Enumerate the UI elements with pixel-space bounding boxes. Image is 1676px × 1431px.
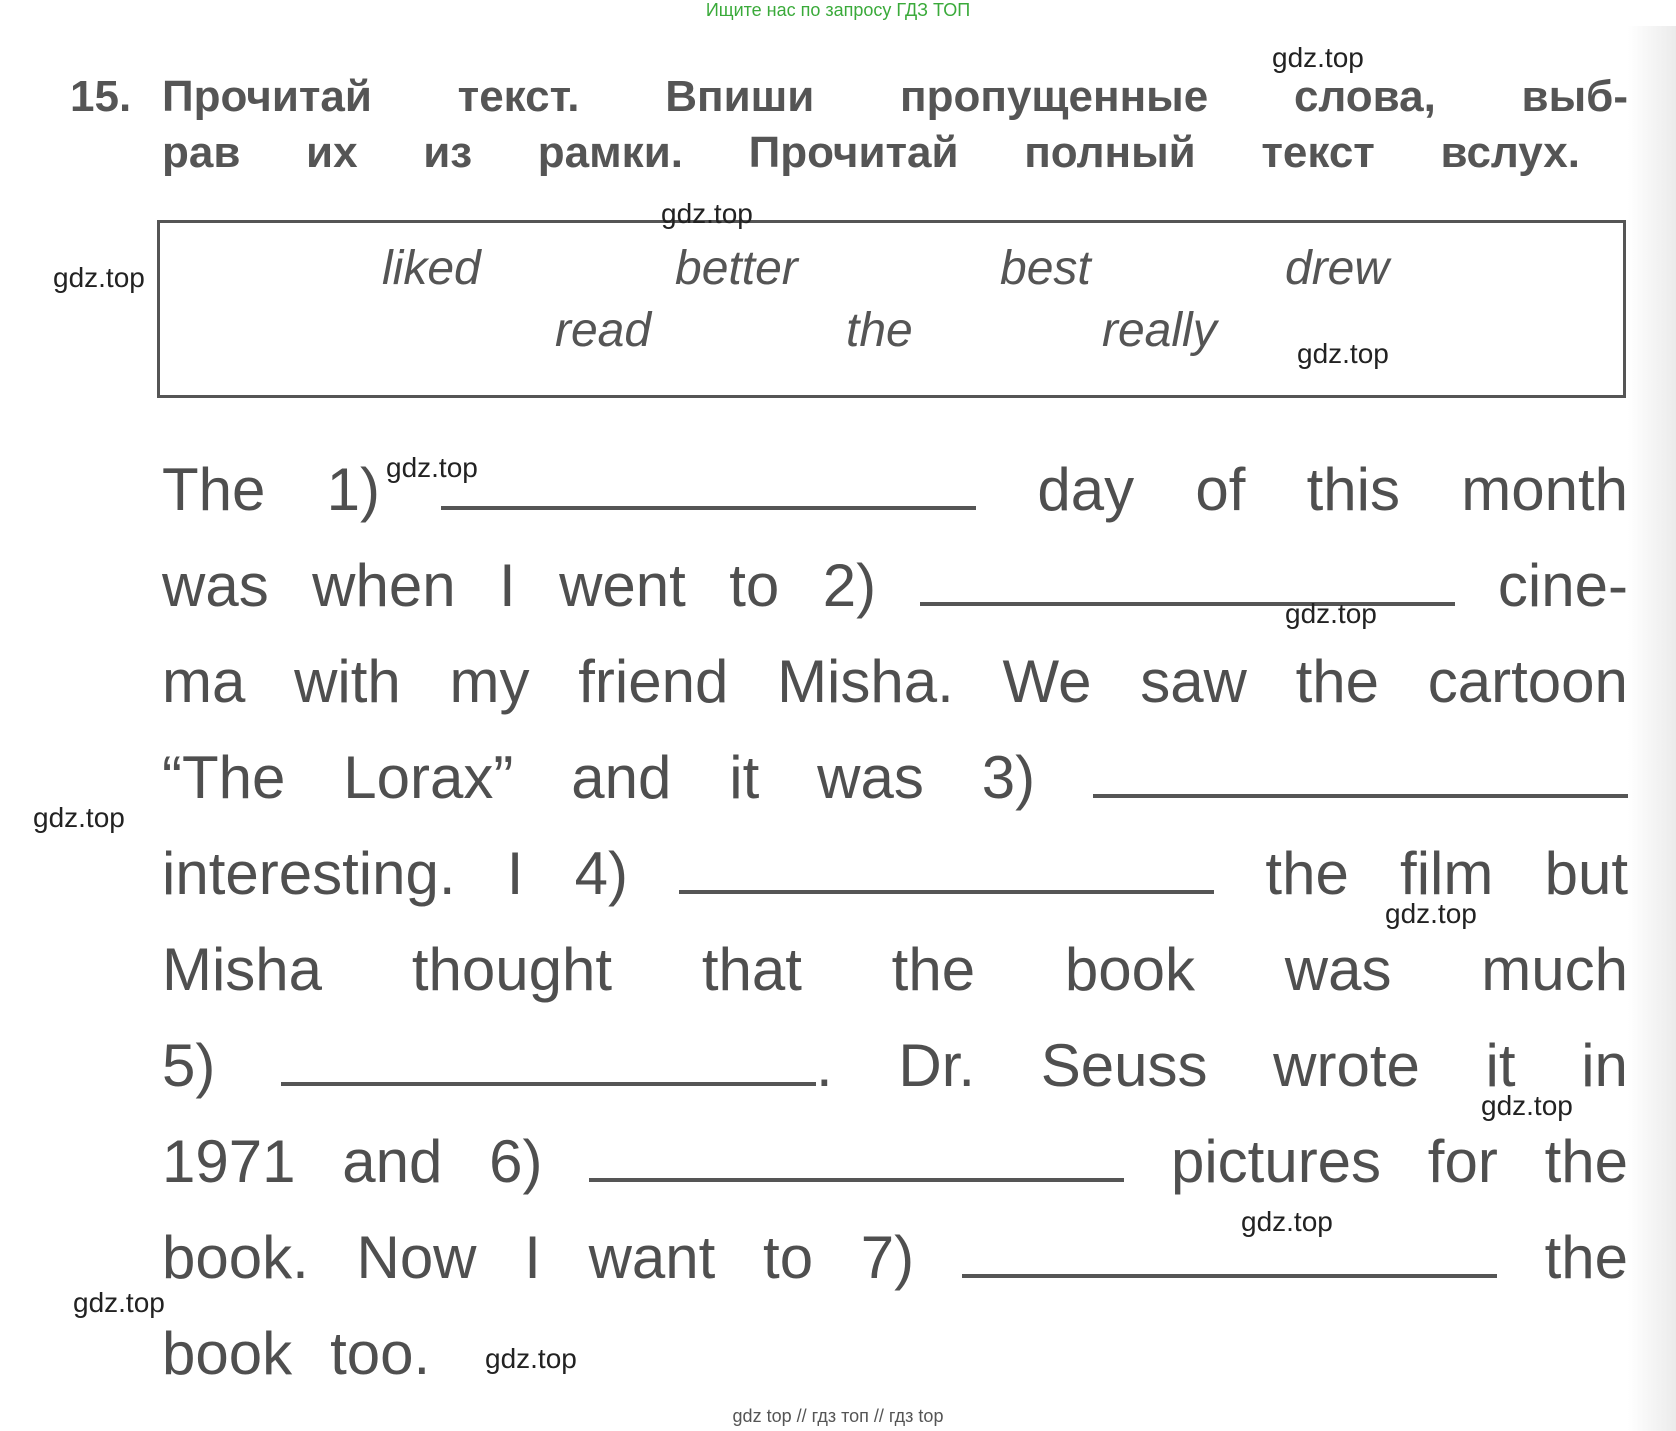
word-option-the: the: [846, 304, 913, 357]
text-word: for: [1427, 1128, 1498, 1195]
text-word: when: [312, 552, 456, 619]
text-line-10: [162, 1319, 1628, 1389]
text-line-7: [162, 1031, 1628, 1101]
search-hint: Ищите нас по запросу ГДЗ ТОП: [705, 0, 971, 20]
text-word: I: [498, 552, 516, 619]
text-line-4: [162, 743, 1628, 813]
gap-number-1: 1): [326, 456, 380, 523]
text-word: the: [1544, 1224, 1628, 1291]
gap-number-5: 5): [162, 1032, 216, 1099]
gap-number-2: 2): [822, 552, 877, 619]
text-word: film: [1400, 840, 1494, 907]
watermark: gdz.top: [485, 1343, 577, 1374]
text-word: cine-: [1497, 552, 1628, 619]
text-word: Seuss: [1040, 1032, 1208, 1099]
text-line-9: [162, 1223, 1628, 1293]
watermark: gdz.top: [1385, 898, 1477, 929]
blank-4[interactable]: [679, 890, 1214, 894]
text-word: book: [1064, 936, 1195, 1003]
text-word: went: [559, 552, 686, 619]
task-title-line-2: рав их из рамки. Прочитай полный текст вслух.: [162, 128, 1580, 177]
watermark: gdz.top: [73, 1287, 165, 1318]
text-word: the: [1544, 1128, 1628, 1195]
gap-number-6: 6): [489, 1128, 543, 1195]
text-word: 1971: [162, 1128, 296, 1195]
text-word: much: [1481, 936, 1628, 1003]
gap-number-3: 3): [981, 744, 1036, 811]
text-word: but: [1544, 840, 1628, 907]
text-line-3: [162, 647, 1628, 717]
footer-watermark: gdz top // гдз топ // гдз top: [732, 1406, 944, 1426]
watermark: gdz.top: [1241, 1206, 1333, 1237]
text-word: saw: [1140, 648, 1247, 715]
text-word: want: [588, 1224, 716, 1291]
watermark: gdz.top: [53, 262, 145, 293]
word-option-liked: liked: [382, 242, 481, 295]
gap-number-7: 7): [860, 1224, 915, 1291]
period: .: [816, 1032, 833, 1099]
text-word: to: [763, 1224, 814, 1291]
text-word: and: [571, 744, 672, 811]
text-word: wrote: [1273, 1032, 1420, 1099]
text-word: Dr.: [898, 1032, 976, 1099]
word-option-really: really: [1102, 304, 1217, 357]
blank-6[interactable]: [589, 1178, 1124, 1182]
text-word: too.: [330, 1320, 431, 1387]
watermark: gdz.top: [661, 198, 753, 229]
watermark: gdz.top: [1285, 598, 1377, 629]
task-number: 15.: [70, 72, 132, 121]
text-line-6: [162, 935, 1628, 1005]
text-word: with: [294, 648, 401, 715]
text-word: the: [891, 936, 976, 1003]
watermark: gdz.top: [33, 802, 125, 833]
text-word: pictures: [1170, 1128, 1382, 1195]
text-word: the: [1295, 648, 1380, 715]
blank-1[interactable]: [441, 506, 976, 510]
blank-5[interactable]: [281, 1082, 816, 1086]
page-edge-shadow: [1628, 26, 1676, 1431]
text-word: in: [1581, 1032, 1628, 1099]
task-title-line-1: Прочитай текст. Впиши пропущенные слова, выб-: [162, 72, 1628, 121]
gap-number-4: 4): [574, 840, 628, 907]
text-word: of: [1195, 456, 1246, 523]
word-box: [157, 220, 1626, 398]
text-word: cartoon: [1427, 648, 1628, 715]
word-option-best: best: [1000, 242, 1091, 295]
text-word: friend: [578, 648, 729, 715]
text-word: my: [449, 648, 530, 715]
word-option-better: better: [675, 242, 798, 295]
text-word: was: [817, 744, 924, 811]
text-word: that: [701, 936, 802, 1003]
text-word: book: [162, 1320, 293, 1387]
text-word: Lorax”: [343, 744, 514, 811]
text-word: it: [1485, 1032, 1516, 1099]
text-word: interesting.: [162, 840, 456, 907]
text-word: Now: [356, 1224, 477, 1291]
blank-3[interactable]: [1093, 794, 1628, 798]
watermark: gdz.top: [1481, 1090, 1573, 1121]
text-word: We: [1002, 648, 1092, 715]
text-word: to: [729, 552, 780, 619]
word-option-drew: drew: [1285, 242, 1390, 295]
text-word: this: [1306, 456, 1401, 523]
watermark: gdz.top: [1272, 42, 1364, 73]
blank-7[interactable]: [962, 1274, 1497, 1278]
text-line-8: [162, 1127, 1628, 1197]
text-word: was: [162, 552, 269, 619]
text-word: I: [524, 1224, 541, 1291]
text-word: ma: [162, 648, 246, 715]
text-word: book.: [162, 1224, 309, 1291]
word-option-read: read: [555, 304, 652, 357]
text-word: it: [729, 744, 760, 811]
text-line-2: [162, 551, 1628, 621]
watermark: gdz.top: [1297, 338, 1389, 369]
text-word: I: [506, 840, 524, 907]
text-line-1: [162, 455, 1628, 525]
text-word: The: [162, 456, 266, 523]
text-word: and: [342, 1128, 443, 1195]
text-word: the: [1265, 840, 1349, 907]
text-word: was: [1284, 936, 1392, 1003]
watermark: gdz.top: [386, 452, 478, 483]
text-word: thought: [411, 936, 613, 1003]
text-word: Misha: [162, 936, 323, 1003]
text-word: day: [1037, 456, 1135, 523]
text-word: “The: [162, 744, 286, 811]
text-word: month: [1461, 456, 1628, 523]
text-word: Misha.: [777, 648, 954, 715]
